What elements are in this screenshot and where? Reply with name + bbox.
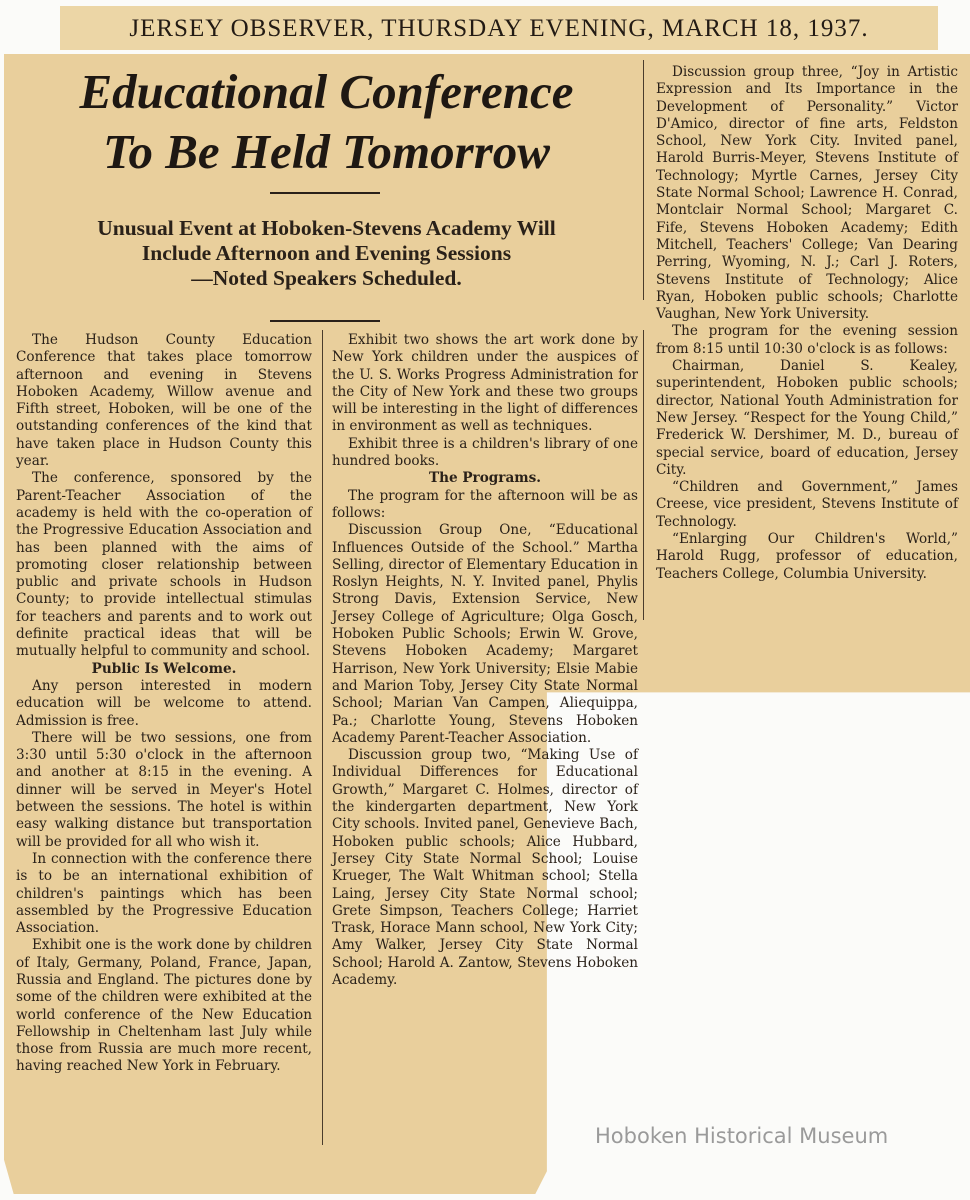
paragraph: Exhibit two shows the art work done by New York children under the auspices of the U. S. Works Progress Administration for the City of New York and these two groups will be interesting in the light of differences in environment as well as techniques.: [332, 332, 638, 435]
paragraph: Discussion group three, “Joy in Artistic Expression and Its Importance in the Development of Personality.” Victor D'Amico, director of fine arts, Feldston School, New York City. Invited panel, Harold Burris-Meyer, Stevens Institute of Technology; Myrtle Carnes, Jersey City State Normal School; Lawrence H. Conrad, Montclair Normal School; Margaret C. Fife, Stevens Hoboken Academy; Edith Mitchell, Teachers' College; Van Dearing Perring, Wyoming, N. J.; Carl J. Roters, Stevens Institute of Technology; Alice Ryan, Hoboken public schools; Charlotte Vaughan, New York University.: [656, 64, 958, 323]
paragraph: “Enlarging Our Children's World,” Harold Rugg, professor of education, Teachers College, Columbia University.: [656, 531, 958, 582]
deck-line-3: —Noted Speakers Scheduled.: [191, 266, 462, 290]
paragraph: “Children and Government,” James Creese, vice president, Stevens Institute of Technology.: [656, 479, 958, 530]
museum-watermark: Hoboken Historical Museum: [595, 1124, 889, 1148]
subheadline: [14, 216, 639, 291]
masthead: JERSEY OBSERVER, THURSDAY EVENING, MARCH 18, 1937.: [129, 15, 869, 42]
section-heading: Public Is Welcome.: [91, 660, 237, 677]
paragraph: Discussion group two, “Making Use of Individual Differences for Educational Growth,” Margaret C. Holmes, director of the kindergarten department, New York City schools. Invited panel, Genevieve Bach, Hoboken public schools; Alice Hubbard, Jersey City State Normal School; Louise Krueger, The Walt Whitman school; Stella Laing, Jersey City State Normal school; Grete Simpson, Teachers College; Harriet Trask, Horace Mann school, New York City; Amy Walker, Jersey City State Normal School; Harold A. Zantow, Stevens Hoboken Academy.: [332, 747, 638, 988]
divider: [270, 320, 380, 322]
paragraph: The Hudson County Education Conference that takes place tomorrow afternoon and evening in Stevens Hoboken Academy, Willow avenue and Fifth street, Hoboken, will be one of the outstanding conferences of the kind that have taken place in Hudson County this year.: [16, 332, 312, 470]
paragraph: Exhibit three is a children's library of one hundred books.: [332, 435, 638, 470]
column-rule: [643, 330, 644, 620]
column-rule: [643, 60, 644, 300]
article-column-2: [332, 332, 638, 989]
deck-line-1: Unusual Event at Hoboken-Stevens Academy Will: [97, 216, 556, 240]
headline-line-2: To Be Held Tomorrow: [103, 124, 550, 179]
paragraph: Discussion Group One, “Educational Influences Outside of the School.” Martha Selling, director of Elementary Education in Roslyn Heights, N. Y. Invited panel, Phylis Strong Davis, Extension Service, New Jersey College of Agriculture; Olga Gosch, Hoboken Public Schools; Erwin W. Grove, Stevens Hoboken Academy; Margaret Harrison, New York University; Elsie Mabie and Marion Toby, Jersey City State Normal School; Marian Van Campen, Aliequippa, Pa.; Charlotte Young, Stevens Hoboken Academy Parent-Teacher Association.: [332, 522, 638, 746]
paragraph: Chairman, Daniel S. Kealey, superintendent, Hoboken public schools; director, National Youth Administration for New Jersey. “Respect for the Young Child,” Frederick W. Dershimer, M. D., bureau of special service, board of education, Jersey City.: [656, 358, 958, 478]
headline-line-1: Educational Conference: [79, 64, 574, 119]
headline: [14, 62, 639, 182]
paragraph: The program for the afternoon will be as follows:: [332, 487, 638, 521]
column-rule: [322, 330, 323, 1145]
paragraph: There will be two sessions, one from 3:30 until 5:30 o'clock in the afternoon and another at 8:15 in the evening. A dinner will be served in Meyer's Hotel between the sessions. The hotel is within easy walking distance but transportation will be provided for all who wish it.: [16, 729, 312, 850]
masthead-strip: [60, 6, 938, 50]
deck-line-2: Include Afternoon and Evening Sessions: [141, 241, 512, 265]
paragraph: The conference, sponsored by the Parent-Teacher Association of the academy is held with the co-operation of the Progressive Education Association and has been planned with the aims of promoting closer relationship between public and private schools in Hudson County; to provide intellectual stimulas for teachers and parents and to work out definite practical ideas that will be mutually helpful to community and school.: [16, 470, 312, 660]
article-column-3: [656, 64, 958, 583]
paragraph: In connection with the conference there is to be an international exhibition of children's paintings which has been assembled by the Progressive Education Association.: [16, 850, 312, 937]
section-heading: The Programs.: [428, 470, 542, 487]
divider: [270, 192, 380, 194]
article-column-1: [16, 332, 312, 1076]
paragraph: The program for the evening session from 8:15 until 10:30 o'clock is as follows:: [656, 323, 958, 357]
paragraph: Exhibit one is the work done by children of Italy, Germany, Poland, France, Japan, Russia and England. The pictures done by some of the children were exhibited at the world conference of the New Education Fellowship in Cheltenham last July while those from Russia are much more recent, having reached New York in February.: [16, 937, 312, 1075]
paragraph: Any person interested in modern education will be welcome to attend. Admission is free.: [16, 677, 312, 729]
